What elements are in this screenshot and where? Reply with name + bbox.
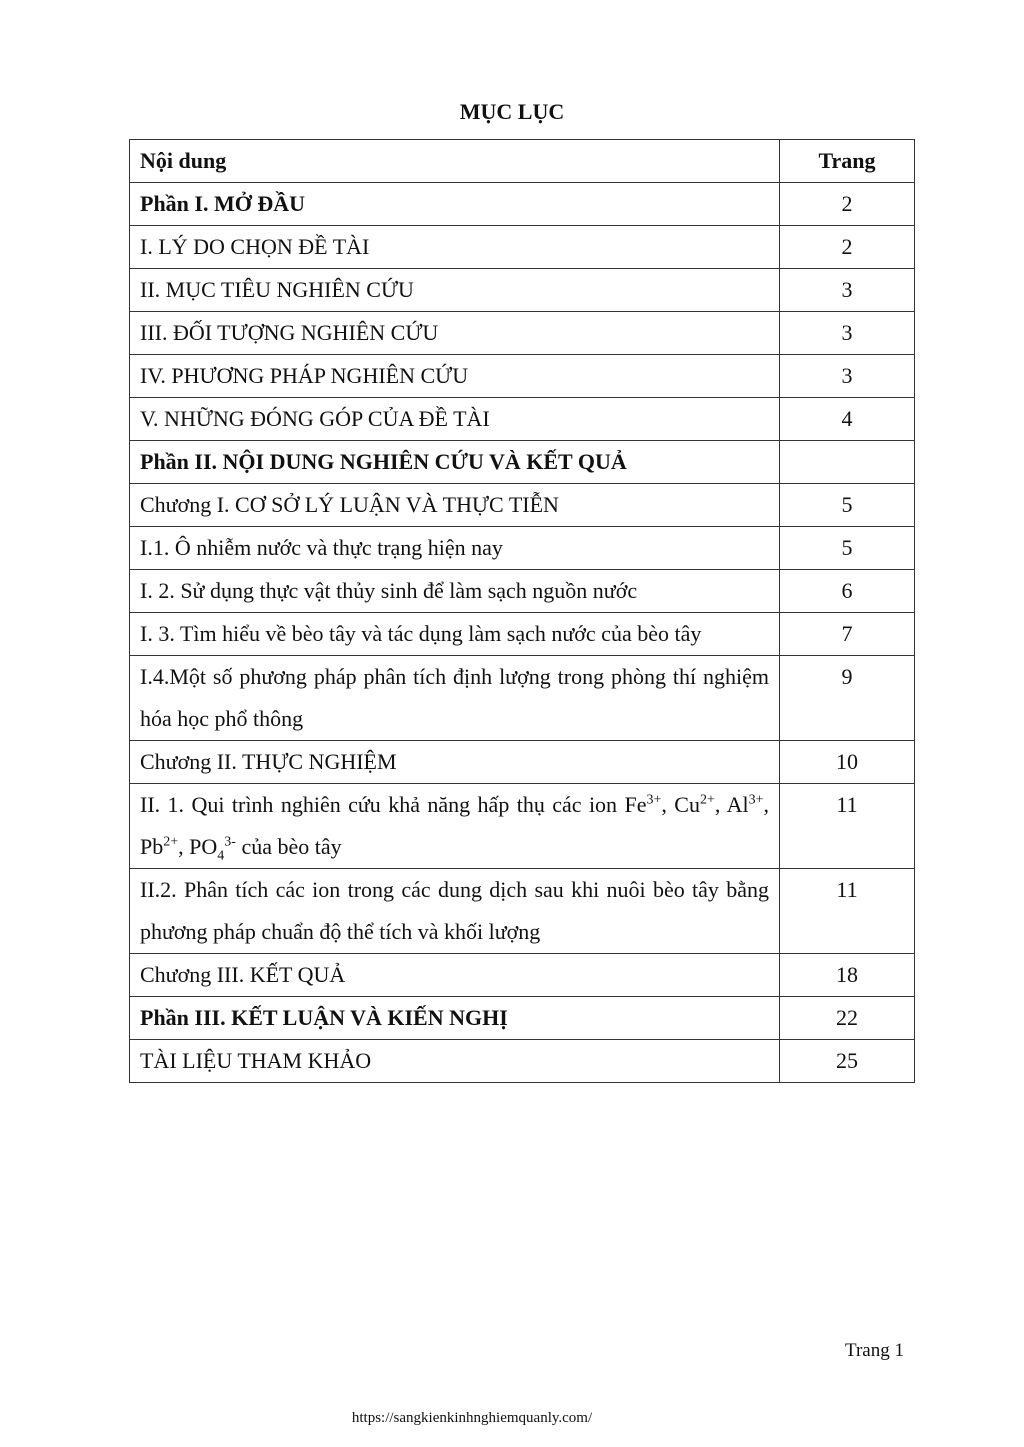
formula-text: , PO	[178, 834, 218, 859]
row-page: 3	[780, 312, 915, 355]
formula-superscript: 3-	[224, 834, 236, 850]
row-text: Phần II. NỘI DUNG NGHIÊN CỨU VÀ KẾT QUẢ	[130, 441, 780, 484]
page-title: MỤC LỤC	[459, 99, 565, 124]
table-row	[130, 1040, 915, 1083]
row-page: 5	[780, 484, 915, 527]
formula-text: , Pb	[140, 792, 769, 859]
row-page: 2	[780, 183, 915, 226]
row-text: I.4.Một số phương pháp phân tích định lượng trong phòng thí nghiệm hóa học phổ thông	[130, 656, 780, 741]
row-text: Phần III. KẾT LUẬN VÀ KIẾN NGHỊ	[130, 997, 780, 1040]
table-row	[130, 613, 915, 656]
table-row	[130, 312, 915, 355]
table-row	[130, 398, 915, 441]
row-text: III. ĐỐI TƯỢNG NGHIÊN CỨU	[130, 312, 780, 355]
row-page: 2	[780, 226, 915, 269]
row-page: 6	[780, 570, 915, 613]
row-text: I. 2. Sử dụng thực vật thủy sinh để làm sạch nguồn nước	[130, 570, 780, 613]
row-text: Chương III. KẾT QUẢ	[130, 954, 780, 997]
row-page: 22	[780, 997, 915, 1040]
row-page: 4	[780, 398, 915, 441]
row-text: Phần I. MỞ ĐẦU	[130, 183, 780, 226]
table-row	[130, 570, 915, 613]
formula-superscript: 3+	[646, 792, 662, 808]
table-row	[130, 226, 915, 269]
row-text: TÀI LIỆU THAM KHẢO	[130, 1040, 780, 1083]
toc-table	[129, 139, 915, 1083]
row-text: Chương II. THỰC NGHIỆM	[130, 741, 780, 784]
table-row	[130, 441, 915, 484]
table-row	[130, 997, 915, 1040]
row-text: II.2. Phân tích các ion trong các dung dịch sau khi nuôi bèo tây bằng phương pháp chuẩn độ thể tích và khối lượng	[130, 869, 780, 954]
formula-subscript: 4	[217, 848, 225, 864]
formula-text: , Al	[714, 792, 749, 817]
row-page	[780, 441, 915, 484]
row-page: 18	[780, 954, 915, 997]
row-page: 11	[780, 869, 915, 954]
table-row	[130, 484, 915, 527]
table-row	[130, 741, 915, 784]
row-page: 3	[780, 269, 915, 312]
table-row	[130, 355, 915, 398]
row-text: Chương I. CƠ SỞ LÝ LUẬN VÀ THỰC TIỄN	[130, 484, 780, 527]
row-page: 10	[780, 741, 915, 784]
row-page: 3	[780, 355, 915, 398]
row-page: 9	[780, 656, 915, 741]
row-text-formula	[130, 784, 780, 869]
page-number: Trang 1	[845, 1340, 904, 1361]
table-row	[130, 954, 915, 997]
row-text: I.1. Ô nhiễm nước và thực trạng hiện nay	[130, 527, 780, 570]
table-row	[130, 527, 915, 570]
row-text: I. 3. Tìm hiểu về bèo tây và tác dụng làm sạch nước của bèo tây	[130, 613, 780, 656]
table-row	[130, 656, 915, 741]
table-row	[130, 269, 915, 312]
table-row	[130, 869, 915, 954]
formula-superscript: 3+	[748, 792, 764, 808]
formula-text: , Cu	[661, 792, 700, 817]
row-page: 7	[780, 613, 915, 656]
footer-url: https://sangkienkinhnghiemquanly.com/	[351, 1410, 593, 1426]
table-row	[130, 784, 915, 869]
row-text: II. MỤC TIÊU NGHIÊN CỨU	[130, 269, 780, 312]
formula-superscript: 2+	[699, 792, 715, 808]
formula-superscript: 2+	[163, 834, 179, 850]
row-page: 5	[780, 527, 915, 570]
row-text: I. LÝ DO CHỌN ĐỀ TÀI	[130, 226, 780, 269]
table-row	[130, 183, 915, 226]
row-text: V. NHỮNG ĐÓNG GÓP CỦA ĐỀ TÀI	[130, 398, 780, 441]
formula-text: II. 1. Qui trình nghiên cứu khả năng hấp thụ các ion Fe	[140, 792, 647, 817]
header-content: Nội dung	[130, 140, 780, 183]
table-header-row	[130, 140, 915, 183]
row-text: IV. PHƯƠNG PHÁP NGHIÊN CỨU	[130, 355, 780, 398]
formula-text: của bèo tây	[235, 834, 342, 859]
row-page: 25	[780, 1040, 915, 1083]
header-page: Trang	[780, 140, 915, 183]
row-page: 11	[780, 784, 915, 869]
